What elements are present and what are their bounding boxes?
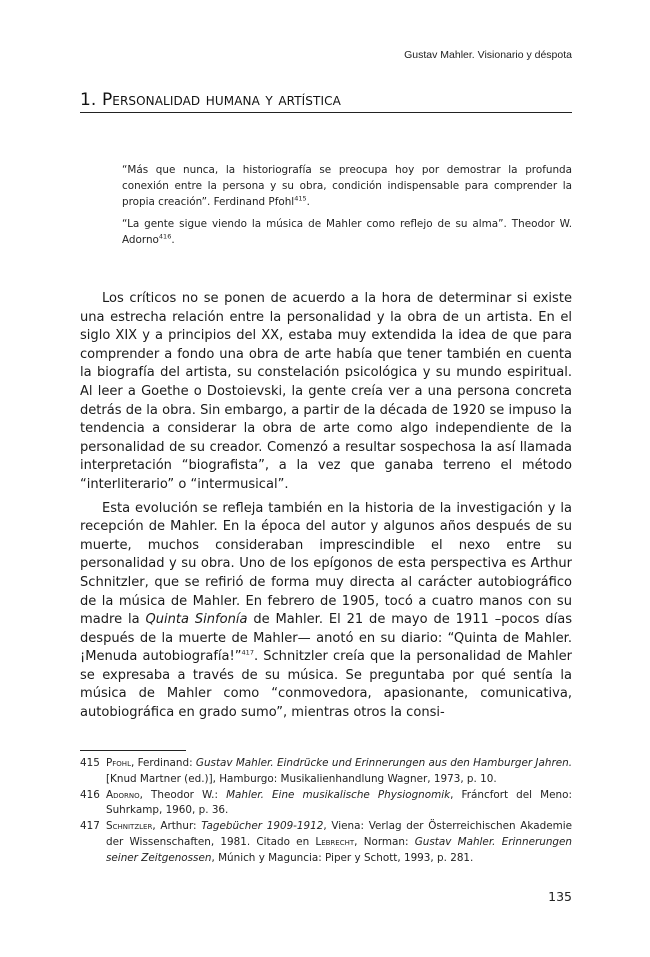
paragraph-2 xyxy=(80,500,572,723)
footnote-author: Lebrecht xyxy=(315,835,355,848)
footnotes xyxy=(80,756,572,867)
footnote-number: 415 xyxy=(80,757,100,769)
footnote-text: [Knud Martner (ed.)], Hamburgo: Musikalienhandlung Wagner, 1973, p. 10. xyxy=(106,772,497,785)
body-text xyxy=(80,290,572,723)
footnote-separator xyxy=(80,750,186,751)
running-header: Gustav Mahler. Visionario y déspota xyxy=(404,49,572,61)
footnote-title: Gustav Mahler. Eindrücke und Erinnerungen aus den Hamburger Jahren. xyxy=(195,757,572,769)
chapter-title xyxy=(80,90,572,113)
footnote-number: 416 xyxy=(80,788,100,801)
footnote-text: , Viena: Verlag der Österreichischen Akademie der Wissenschaften, 1981. Citado en xyxy=(106,820,572,848)
page-number: 135 xyxy=(548,889,572,904)
epigraphs xyxy=(122,162,572,254)
footnote-number: 417 xyxy=(80,820,100,833)
footnote-title: Gustav Mahler. Erinnerungen seiner Zeitgenossen xyxy=(106,835,572,864)
epigraph-tail: . xyxy=(171,234,175,246)
epigraph-tail: . xyxy=(306,196,310,208)
paragraph-text: de Mahler. El 21 de mayo de 1911 –pocos días después de la muerte de Mahler— anotó en su diario: “Quinta de Mahler. ¡Menuda autobiografía!” xyxy=(80,612,572,665)
footnote-text: , Arthur: xyxy=(152,820,202,833)
footnote-title: Mahler. Eine musikalische Physiognomik xyxy=(226,788,451,801)
paragraph-1: Los críticos no se ponen de acuerdo a la hora de determinar si existe una estrecha relación entre la personalidad y la obra de un artista. En el siglo XIX y a principios del XX, estaba muy extendida la idea de que para comprender a fondo una obra de arte había que tener también en cuenta la biografía del artista, su constelación psicológica y su mundo espiritual. Al leer a Goethe o Dostoievski, la gente creía ver a una persona concreta detrás de la obra. Sin embargo, a partir de la década de 1920 se impuso la tendencia a considerar la obra de arte como algo independiente de la personalidad de su creador. Comenzó a resultar sospechosa la así llamada interpretación “biografista”, a la vez que ganaba terreno el método “interliterario” o “intermusical”. xyxy=(80,291,572,492)
epigraph-text: “Más que nunca, la historiografía se preocupa hoy por demostrar la profunda conexión entre la persona y su obra, condición indispensable para comprender la propia creación”. Ferdinand Pfohl xyxy=(122,164,572,208)
paragraph-text: . Schnitzler creía que la personalidad de Mahler se expresaba a través de su música. Se preguntaba por qué sentía la música de Mahler como “conmovedora, apasionante, comunicativa, autobiográfica en grado sumo”, mientras otros la consi- xyxy=(80,649,572,721)
footnote-text: , Fráncfort del Meno: Suhrkamp, 1960, p. 36. xyxy=(106,788,572,817)
footnote-417 xyxy=(80,819,572,866)
chapter-number: 1. xyxy=(80,90,97,110)
footnote-text: , Ferdinand: xyxy=(130,757,196,769)
footnote-ref: 417 xyxy=(241,648,254,657)
footnote-ref: 415 xyxy=(294,194,307,203)
work-title: Quinta Sinfonía xyxy=(145,612,248,628)
footnote-text: , Norman: xyxy=(354,835,415,848)
epigraph-adorno xyxy=(122,216,572,248)
epigraph-pfohl xyxy=(122,162,572,210)
footnote-text: , Múnich y Maguncia: Piper y Schott, 1993, p. 281. xyxy=(211,851,474,864)
paragraph-text: Esta evolución se refleja también en la historia de la investigación y la recepción de Mahler. En la época del autor y algunos años después de su muerte, muchos consideraban imprescindible el nexo entre su personalidad y su obra. Uno de los epígonos de esta perspectiva es Arthur Schnitzler, que se refirió de forma muy directa al carácter autobiográfico de la música de Mahler. En febrero de 1905, tocó a cuatro manos con su madre la xyxy=(80,500,572,628)
epigraph-text: “La gente sigue viendo la música de Mahler como reflejo de su alma”. Theodor W. Adorno xyxy=(122,218,572,246)
footnote-416 xyxy=(80,788,572,820)
footnote-text: , Theodor W.: xyxy=(139,788,227,801)
footnote-ref: 416 xyxy=(158,232,172,241)
footnote-title: Tagebücher 1909-1912 xyxy=(201,820,324,833)
footnote-415 xyxy=(80,756,572,788)
footnote-author: Pfohl xyxy=(106,757,131,769)
footnote-author: Schnitzler xyxy=(106,820,153,833)
chapter-title-text: Personalidad humana y artística xyxy=(101,90,341,110)
footnote-author: Adorno xyxy=(106,788,140,801)
